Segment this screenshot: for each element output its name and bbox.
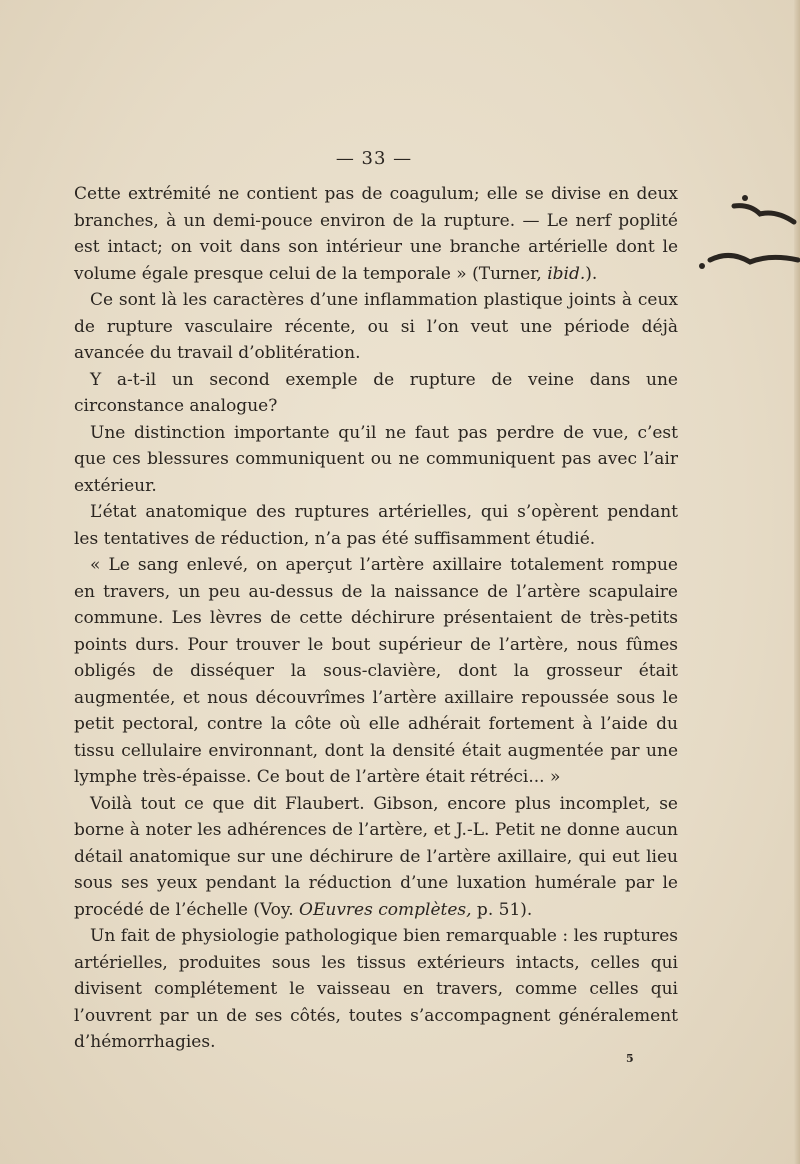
paragraph (74, 552, 678, 791)
page-number: — 33 — (335, 148, 413, 169)
text-segment: « Le sang enlevé, on aperçut l’artère axillaire totalement rompue en travers, un peu au-dessus de la naissance de l’artère scapulaire commune. Les lèvres de cette déchirure présentaient de très-petits points durs. Pour trouver le bout supérieur de l’artère, nous fûmes obligés de disséquer la sous-clavière, dont la grosseur était augmentée, et nous découvrîmes l’artère axillaire repoussée sous le petit pectoral, contre la côte où elle adhérait fortement à l’aide du tissu cellulaire environnant, dont la densité était augmentée par une lymphe très-épaisse. Ce bout de l’artère était rétréci... » (74, 555, 678, 787)
text-segment: Ce sont là les caractères d’une inflammation plastique joints à ceux de rupture vasculaire récente, ou si l’on veut une période déjà avancée du travail d’oblitération. (74, 290, 678, 363)
paragraph (74, 791, 678, 924)
text-segment: Cette extrémité ne contient pas de coagulum; elle se divise en deux branches, à un demi-pouce environ de la rupture. — Le nerf poplité est intact; on voit dans son intérieur une branche artérielle dont le volume égale presque celui de la temporale » (Turner, (74, 184, 678, 284)
text-segment: Y a-t-il un second exemple de rupture de veine dans une circonstance analogue? (74, 369, 678, 416)
text-segment: L’état anatomique des ruptures artérielles, qui s’opèrent pendant les tentatives de réduction, n’a pas été suffisamment étudié. (74, 502, 678, 549)
page-edge-shadow (794, 0, 800, 1164)
paragraph (74, 287, 678, 367)
paragraph (74, 499, 678, 552)
text-segment: Une distinction importante qu’il ne faut pas perdre de vue, c’est que ces blessures communiquent ou ne communiquent pas avec l’air extérieur. (74, 422, 678, 496)
paragraph (74, 181, 678, 287)
text-segment: ). (585, 263, 598, 284)
text-segment: Un fait de physiologie pathologique bien remarquable : les ruptures artérielles, produites sous les tissus extérieurs intacts, celles qui divisent complétement le vaisseau en travers, comme celles qui l’ouvrent par un de ses côtés, toutes s’accompagnent généralement d’hémorrhagies. (74, 926, 678, 1052)
body-text (74, 181, 678, 1056)
ink-stain-marks (690, 180, 800, 280)
text-segment: Voilà tout ce que dit Flaubert. Gibson, encore plus incomplet, se borne à noter les adhérences de l’artère, et J.-L. Petit ne donne aucun détail anatomique sur une déchirure de l’artère axillaire, qui eut lieu sous ses yeux pendant la réduction d’une luxation humérale par le procédé de l’échelle (Voy. (74, 793, 678, 920)
text-segment: p. 51). (471, 899, 533, 920)
paragraph (74, 367, 678, 420)
signature-mark: 5 (626, 1052, 634, 1065)
paragraph (74, 923, 678, 1056)
italic-text: ibid. (547, 263, 586, 284)
italic-text: OEuvres complètes, (299, 899, 472, 920)
paragraph (74, 420, 678, 500)
